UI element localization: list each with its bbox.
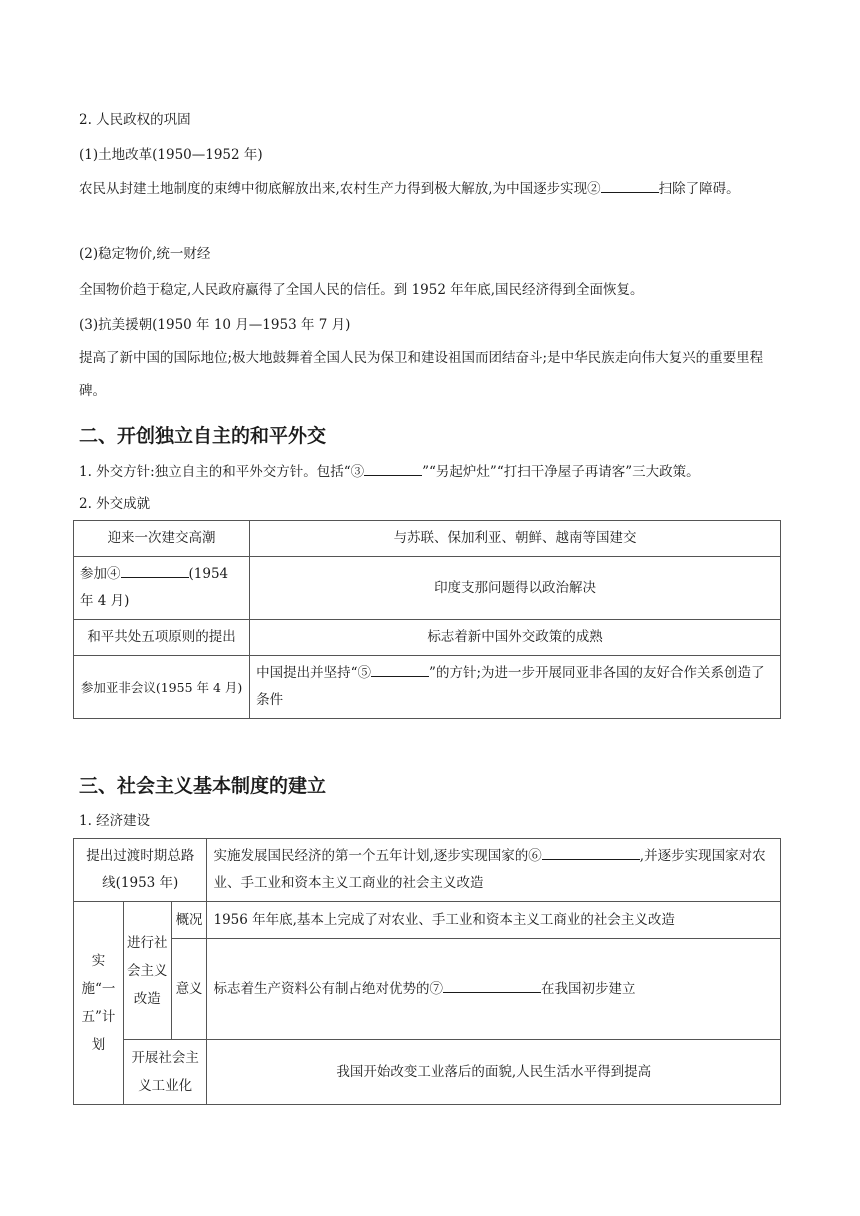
cell-text: 标志着生产资料公有制占绝对优势的⑦ <box>213 980 443 997</box>
land-reform-text-b: 扫除了障碍。 <box>658 181 740 197</box>
table-cell: 提出过渡时期总路线(1953 年) <box>74 839 207 902</box>
table-row <box>74 656 781 719</box>
table-cell <box>207 839 781 902</box>
table-row <box>74 557 781 620</box>
prices-heading: (2)稳定物价,统一财经 <box>79 246 211 262</box>
cell-text: ”的方针;为进一步开展同亚非各国的友好合作关系创造了条件 <box>256 665 765 708</box>
table-cell: 迎来一次建交高潮 <box>74 521 250 557</box>
table-cell: 标志着新中国外交政策的成熟 <box>250 620 781 656</box>
korea-heading: (3)抗美援朝(1950 年 10 月—1953 年 7 月) <box>79 317 351 333</box>
prices-text: 全国物价趋于稳定,人民政府赢得了全国人民的信任。到 1952 年年底,国民经济得到全面恢复。 <box>79 282 644 298</box>
table-cell: 与苏联、保加利亚、朝鲜、越南等国建交 <box>250 521 781 557</box>
cell-text: ,并逐步实现国家对农业、手工业和资本主义工商业的社会主义改造 <box>213 848 766 891</box>
land-reform-text <box>79 173 787 206</box>
section-heading-socialism: 三、社会主义基本制度的建立 <box>79 775 327 797</box>
answer-blank-3[interactable] <box>364 461 422 476</box>
table-cell <box>207 939 781 1040</box>
answer-blank-4[interactable] <box>121 563 189 578</box>
table-row <box>74 939 781 1040</box>
table-cell: 意义 <box>171 939 207 1040</box>
land-reform-text-a: 农民从封建土地制度的束缚中彻底解放出来,农村生产力得到极大解放,为中国逐步实现② <box>79 181 601 197</box>
table-cell: 我国开始改变工业落后的面貌,人民生活水平得到提高 <box>207 1040 781 1105</box>
table-cell <box>250 656 781 719</box>
table-cell: 1956 年年底,基本上完成了对农业、手工业和资本主义工商业的社会主义改造 <box>207 902 781 939</box>
answer-blank-7[interactable] <box>443 978 541 993</box>
cell-text: 中国提出并坚持“⑤ <box>256 665 372 681</box>
answer-blank-5[interactable] <box>371 662 429 677</box>
economy-table <box>73 838 781 1105</box>
table-row <box>74 902 781 939</box>
cell-text: 参加④ <box>80 566 121 582</box>
table-cell: 概况 <box>171 902 207 939</box>
economic-label: 1. 经济建设 <box>79 813 151 829</box>
table-row <box>74 839 781 902</box>
subsection-title: 2. 人民政权的巩固 <box>79 112 191 128</box>
diplomacy-table <box>73 520 781 719</box>
table-cell: 印度支那问题得以政治解决 <box>250 557 781 620</box>
table-row <box>74 521 781 557</box>
policy-text-a: 1. 外交方针:独立自主的和平外交方针。包括“③ <box>79 464 365 480</box>
cell-text: (1954 年 4 月) <box>80 566 229 609</box>
diplomacy-policy <box>79 461 700 482</box>
table-row <box>74 620 781 656</box>
policy-text-b: ”“另起炉灶”“打扫干净屋子再请客”三大政策。 <box>422 464 700 480</box>
korea-text: 提高了新中国的国际地位;极大地鼓舞着全国人民为保卫和建设祖国而团结奋斗;是中华民族走向伟大复兴的重要里程碑。 <box>79 350 764 399</box>
table-cell: 开展社会主义工业化 <box>123 1040 207 1105</box>
land-reform-heading: (1)土地改革(1950—1952 年) <box>79 147 263 163</box>
table-cell: 和平共处五项原则的提出 <box>74 620 250 656</box>
answer-blank-2[interactable] <box>601 178 659 193</box>
cell-text: 在我国初步建立 <box>540 980 636 997</box>
table-cell: 参加亚非会议(1955 年 4 月) <box>74 656 250 719</box>
cell-text: 实施发展国民经济的第一个五年计划,逐步实现国家的⑥ <box>213 848 542 864</box>
table-row <box>74 1040 781 1105</box>
achievements-label: 2. 外交成就 <box>79 496 151 512</box>
table-cell: 进行社会主义改造 <box>123 902 171 1040</box>
answer-blank-6[interactable] <box>542 845 640 860</box>
section-heading-diplomacy: 二、开创独立自主的和平外交 <box>79 425 327 447</box>
table-cell: 实施“一五”计划 <box>74 902 124 1105</box>
table-cell <box>74 557 250 620</box>
